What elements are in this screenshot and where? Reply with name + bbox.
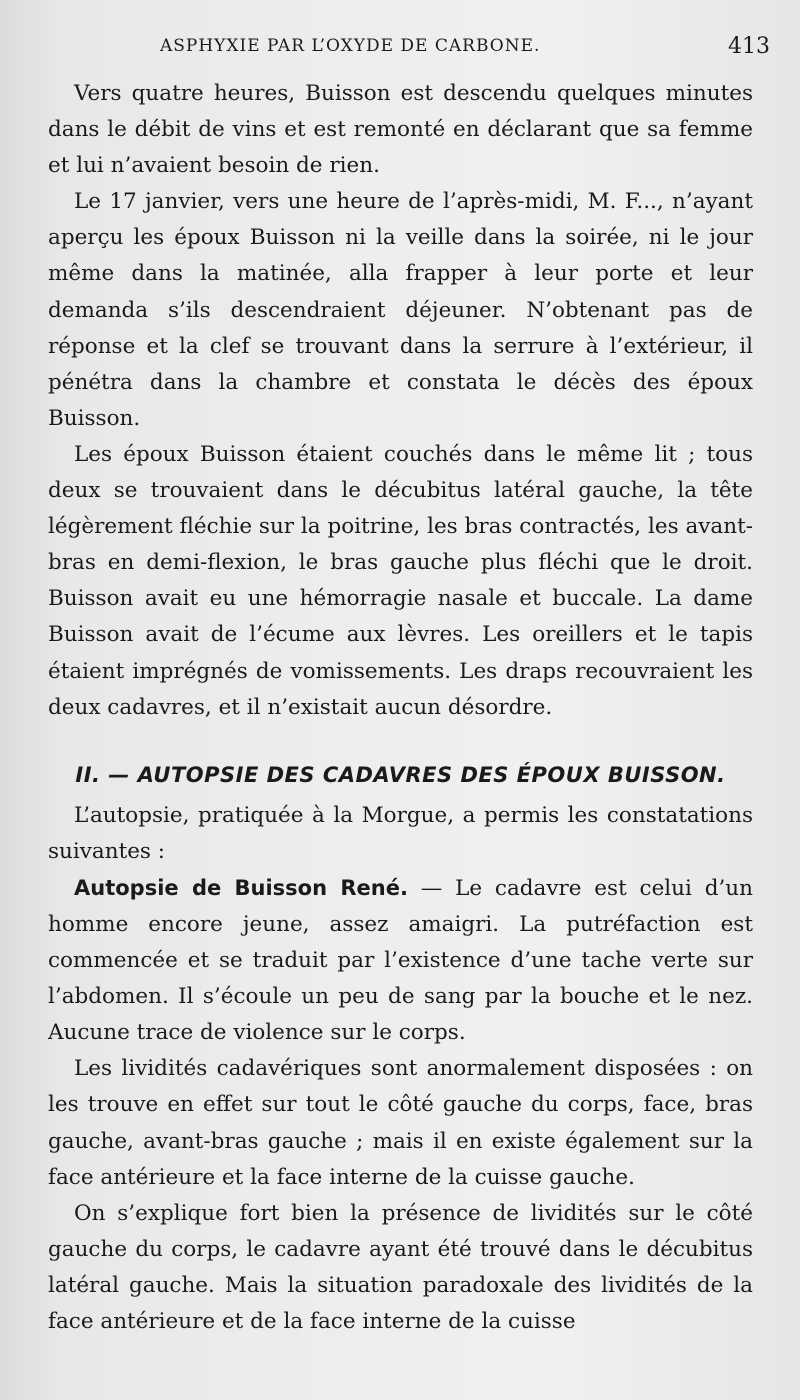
paragraph-autopsy-rene	[48, 870, 753, 1051]
paragraph-explanation: On s’explique fort bien la présence de lividités sur le côté gauche du corps, le cadavre ayant été trouvé dans le décubitus latéral gauche. Mais la situation paradoxale des lividités de la face antérieure et de la face interne de la cuisse	[48, 1200, 753, 1334]
paragraph-lividities: Les lividités cadavériques sont anormalement disposées : on les trouve en effet sur tout le côté gauche du corps, face, bras gauche, avant-bras gauche ; mais il en existe également sur la face antérieure et la face interne de la cuisse gauche.	[48, 1056, 753, 1190]
paragraph-autopsy-intro: L’autopsie, pratiquée à la Morgue, a permis les constatations suivantes :	[48, 802, 753, 864]
running-title: ASPHYXIE PAR L’OXYDE DE CARBONE.	[160, 36, 541, 56]
run-in-text: — Le cadavre est celui d’un homme encore jeune, assez amaigri. La putréfaction est commencée et se traduit par l’existence d’une tache verte sur l’abdomen. Il s’écoule un peu de sang par la bouche et le nez. Aucune trace de violence sur le corps.	[48, 875, 754, 1046]
page-number: 413	[728, 34, 770, 59]
paragraph-january-17: Le 17 janvier, vers une heure de l’après-midi, M. F..., n’ayant aperçu les époux Buisson ni la veille dans la soirée, ni le jour même dans la matinée, alla frapper à leur porte et leur demanda s’ils descendraient déjeuner. N’obtenant pas de réponse et la clef se trouvant dans la serrure à l’extérieur, il pénétra dans la chambre et constata le décès des époux Buisson.	[48, 189, 753, 431]
section-heading: II. — AUTOPSIE DES CADAVRES DES ÉPOUX BUISSON.	[75, 762, 726, 787]
body-text	[48, 76, 753, 1340]
run-in-heading: Autopsie de Buisson René.	[74, 875, 408, 900]
running-header	[160, 34, 770, 64]
paragraph-buisson-descends: Vers quatre heures, Buisson est descendu quelques minutes dans le débit de vins et est remonté en déclarant que sa femme et lui n’avaient besoin de rien.	[48, 81, 753, 179]
paragraph-bodies-position: Les époux Buisson étaient couchés dans le même lit ; tous deux se trouvaient dans le décubitus latéral gauche, la tête légèrement fléchie sur la poitrine, les bras contractés, les avant-bras en demi-flexion, le bras gauche plus fléchi que le droit. Buisson avait eu une hémorragie nasale et buccale. La dame Buisson avait de l’écume aux lèvres. Les oreillers et le tapis étaient imprégnés de vomissements. Les draps recouvraient les deux cadavres, et il n’existait aucun désordre.	[48, 441, 753, 720]
